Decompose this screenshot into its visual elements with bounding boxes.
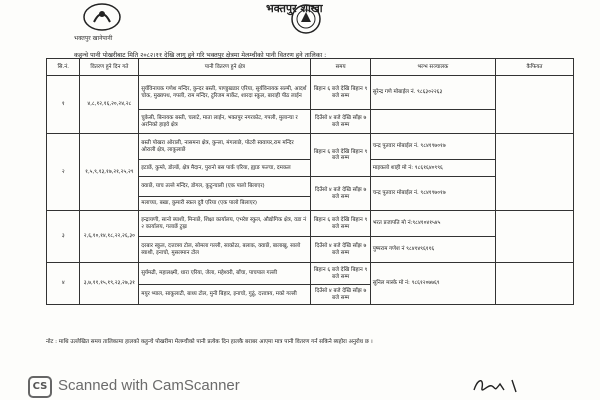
table-row <box>47 263 574 285</box>
dates-cell: १,५,९,१३,१७,२१,२५,२९ <box>80 134 139 211</box>
remarks-cell <box>496 211 574 263</box>
col-header-operator: भल्भ सञ्चालक <box>370 59 495 76</box>
organization-logo <box>82 2 122 32</box>
operator-cell: सुरेन्द्र गणे मोबाईल नं. ९८६३०२२६३ <box>370 76 495 110</box>
col-header-time: समय <box>311 59 370 76</box>
operator-cell <box>370 110 495 134</box>
camscanner-logo-icon: CS <box>28 376 52 398</box>
serial-cell: ४ <box>47 263 80 305</box>
time-cell: दिउँसो ४ बजे देखि साँझ ७ बजे सम्म <box>311 110 370 134</box>
page-title: भक्तपुर शाखा <box>266 2 323 15</box>
operator-cell: पुष्पराम गणेश नं ९८४१४९६११६ <box>370 237 495 263</box>
operator-cell: माइकलो शाही मो नं: ९८६१६४०९९६ <box>370 160 495 177</box>
time-cell: बिहान ६ बजे देखि बिहान ९ बजे सम्म <box>311 134 370 177</box>
serial-cell: १ <box>47 76 80 134</box>
remarks-cell <box>496 263 574 305</box>
intro-text: कहुन्चे पानी पोखरीबाट मिति २०८२।११ देखि लागु हुने गरि भक्तपुर क्षेत्रमा मेलम्चीको पानी वितरण हुने तालिका : <box>74 52 327 59</box>
time-cell: दिउँसो ४ बजे देखि साँझ ७ बजे सम्म <box>311 237 370 263</box>
col-header-dates: वितरण हुने दिन गते <box>80 59 139 76</box>
brand-text: भक्तपुर खानेपानी <box>74 35 113 42</box>
col-header-serial: सि.नं. <box>47 59 80 76</box>
serial-cell: २ <box>47 134 80 211</box>
scanner-watermark-text: Scanned with CamScanner <box>58 377 240 394</box>
area-cell: बस्ती पोखरा ओराली, नासमना क्षेत्र, कुन्ला, मंगलाछे, पोटरी स्क्वायर,राम मन्दिर ओराली क्षेत्र, लाकुलाछें <box>139 134 311 160</box>
col-header-remarks: कैफियत <box>496 59 574 76</box>
area-cell: सुर्यमढी, महालक्ष्मी, धारा एरिया, जेला, महेश्वरी, बाँचा, पाचपाल गल्ली <box>139 263 311 285</box>
table-row <box>47 134 574 160</box>
note-text: नोट : माथि उल्लेखित समय तालिकामा हालको कहुन्चे पोखरीमा मेलम्चीको पानी प्रत्येक दिन हालकै बराबर आएमा मात्र पानी वितरण गर्न सकिने ब्यहोरा अनुरोध छ । <box>46 339 373 345</box>
col-header-area: पानी वितरण हुने क्षेत्र <box>139 59 311 76</box>
area-cell: इटाछें, कुम्ले, डोल्छें, क्षेत्र मैदान, पुरानो बस पार्क एरिया, ह्याङ फल्चा, दमकल <box>139 160 311 177</box>
signature <box>468 372 538 400</box>
table-row <box>47 211 574 237</box>
operator-cell: चन्द्र पुतवार मोबाईल नं. ९८४१९७०१७ <box>370 134 495 160</box>
area-cell: चुकेसी, बिनायक बस्ती, चलाटे, माता लाईन, भक्तपुर नगरकोट, गपली, मुलान्चा र अरनिको हाइवे क्षेत्र <box>139 110 311 134</box>
table-header-row <box>47 59 574 76</box>
distribution-table <box>46 58 574 305</box>
time-cell: दिउँसो ४ बजे देखि साँझ ७ बजे सम्म <box>311 285 370 305</box>
area-cell: क्वाछें, याच तल्ले मन्दिर, डोगल, कुटुन्चाली (एक पालो बिलाएर) <box>139 177 311 197</box>
dates-cell: ४,८,१२,१६,२०,२४,२८ <box>80 76 139 134</box>
area-cell: इन्द्रायणी, सानो ब्याशी, मिनाछें, शिक्षा कार्यालय, एभरेष्ट स्कुल, औद्योगिक क्षेत्र, वडा नं २ कार्यालय, गलाछें टुख्र <box>139 211 311 237</box>
time-cell: बिहान ६ बजे देखि बिहान ९ बजे सम्म <box>311 263 370 285</box>
area-cell: मलाच्या, बखा, कुमारी स्कल दुवै एरिया (एक पालो बिलाएर) <box>139 197 311 211</box>
time-cell: बिहान ६ बजे देखि बिहान ९ बजे सम्म <box>311 76 370 110</box>
operator-cell: चन्द्र पुतवार मोबाईल नं. ९८४१९७०१७ <box>370 177 495 211</box>
area-cell: मयुर भ्याल, साकुलाटी, बाध्य टोल, मुनी बिहार, इनाचो, गुठुं, दत्तात्रय, मको गल्ली <box>139 285 311 305</box>
time-cell: दिउँसो ४ बजे देखि साँझ ७ बजे सम्म <box>311 177 370 211</box>
time-cell: बिहान ६ बजे देखि बिहान ९ बजे सम्म <box>311 211 370 237</box>
remarks-cell <box>496 76 574 134</box>
operator-cell: सुनिल मास्के मो नं: ९८६१२०७७६९ <box>370 263 495 305</box>
dates-cell: २,६,१०,१४,१८,२२,२६,३० <box>80 211 139 263</box>
table-row <box>47 76 574 110</box>
serial-cell: ३ <box>47 211 80 263</box>
remarks-cell <box>496 134 574 211</box>
dates-cell: ३,७,११,१५,१९,२३,२७,३१ <box>80 263 139 305</box>
scanner-footer <box>0 372 600 400</box>
operator-cell: भरत प्रजापति मो नं:९८४१०४१५४५ <box>370 211 495 237</box>
area-cell: सुर्यविनायक गणेश मन्दिर, कुन्दर बस्ती, पाण्डुखडार एरिया, सुर्यविनायक सल्मी, आदर्श चोक, मुख्यपथ, गपली, राम मन्दिर, टुरिजम मार्केट, शारदा स्कुल, बाराही पीठ लाईन <box>139 76 311 110</box>
area-cell: दरबार स्कुल, दत्तात्रय टोल, सोमला गल्ली, साकोठा, बलाक, क्वाछें, बालाखु, सालो ब्याशी, इनाचो, मुसलमान टोल <box>139 237 311 263</box>
